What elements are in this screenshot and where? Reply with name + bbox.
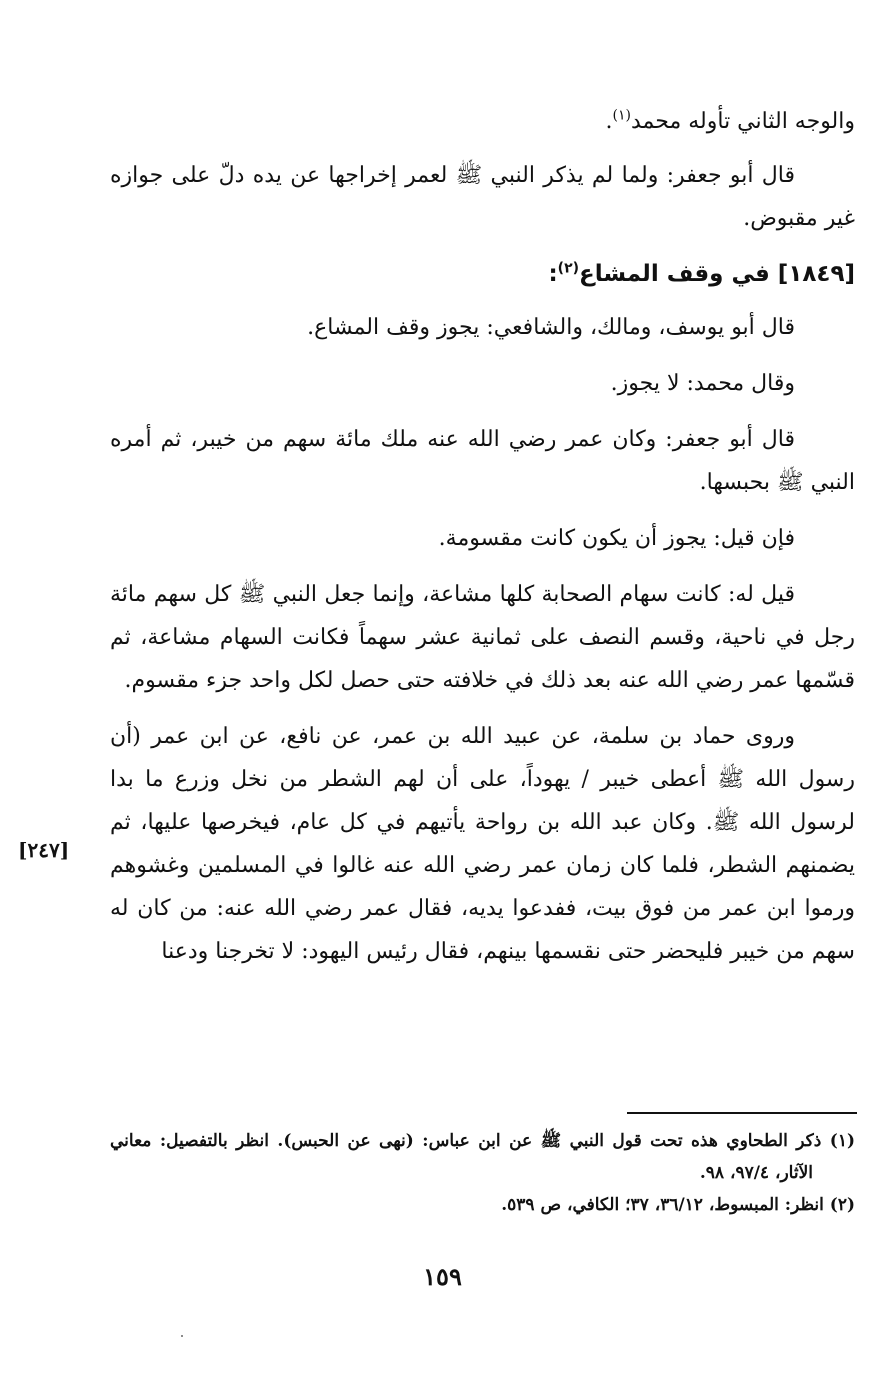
scan-speck (181, 1335, 183, 1337)
margin-page-marker: [٢٤٧] (18, 838, 70, 862)
paragraph-4: وقال محمد: لا يجوز. (610, 371, 795, 396)
paragraph-3: قال أبو يوسف، ومالك، والشافعي: يجوز وقف المشاع. (307, 315, 795, 340)
footnote-ref-2: (٢) (557, 260, 580, 277)
main-text (110, 100, 855, 973)
paragraph-1-end: . (605, 109, 613, 134)
paragraph-7: قيل له: كانت سهام الصحابة كلها مشاعة، وإنما جعل النبي ﷺ كل سهم مائة رجل في ناحية، وقسم النصف على ثمانية عشر سهماً فكانت السهام مشاعة، ثم قسّمها عمر رضي الله عنه بعد ذلك في خلافته حتى حصل لكل واحد جزء مقسوم. (110, 582, 855, 693)
footnote-ref-1: (١) (612, 107, 631, 124)
page-number: ١٥٩ (423, 1262, 462, 1291)
paragraph-2: قال أبو جعفر: ولما لم يذكر النبي ﷺ لعمر إخراجها عن يده دلّ على جوازه غير مقبوض. (110, 163, 855, 231)
paragraph-5: قال أبو جعفر: وكان عمر رضي الله عنه ملك مائة سهم من خيبر، ثم أمره النبي ﷺ بحبسها. (110, 427, 855, 495)
paragraph-1 (110, 100, 855, 143)
section-heading-end: : (548, 261, 558, 287)
section-heading-text: [١٨٤٩] في وقف المشاع (579, 261, 855, 287)
paragraph-1-text: والوجه الثاني تأوله محمد (631, 109, 855, 134)
footnotes (110, 1125, 855, 1221)
footnote-divider (627, 1112, 857, 1114)
paragraph-8: وروى حماد بن سلمة، عن عبيد الله بن عمر، عن نافع، عن ابن عمر (أن رسول الله ﷺ أعطى خيبر / يهوداً، على أن لهم الشطر من نخل وزرع ما بدا لرسول الله ﷺ. وكان عبد الله بن رواحة يأتيهم في كل عام، فيخرصها عليها، ثم يضمنهم الشطر، فلما كان زمان عمر رضي الله عنه غالوا في المسلمين وغشوهم ورموا ابن عمر من فوق بيت، ففدعوا يديه، فقال عمر رضي الله عنه: من كان له سهم من خيبر فليحضر حتى نقسمها بينهم، فقال رئيس اليهود: لا تخرجنا ودعنا (110, 724, 855, 964)
footnote-2: (٢) انظر: المبسوط، ٣٦/١٢، ٣٧؛ الكافي، ص ٥٣٩. (501, 1195, 855, 1215)
section-heading (110, 254, 855, 294)
paragraph-6: فإن قيل: يجوز أن يكون كانت مقسومة. (438, 526, 795, 551)
footnote-1: (١) ذكر الطحاوي هذه تحت قول النبي ﷺ عن ابن عباس: (نهى عن الحبس). انظر بالتفصيل: معاني الآثار، ٩٧/٤، ٩٨. (110, 1131, 855, 1183)
